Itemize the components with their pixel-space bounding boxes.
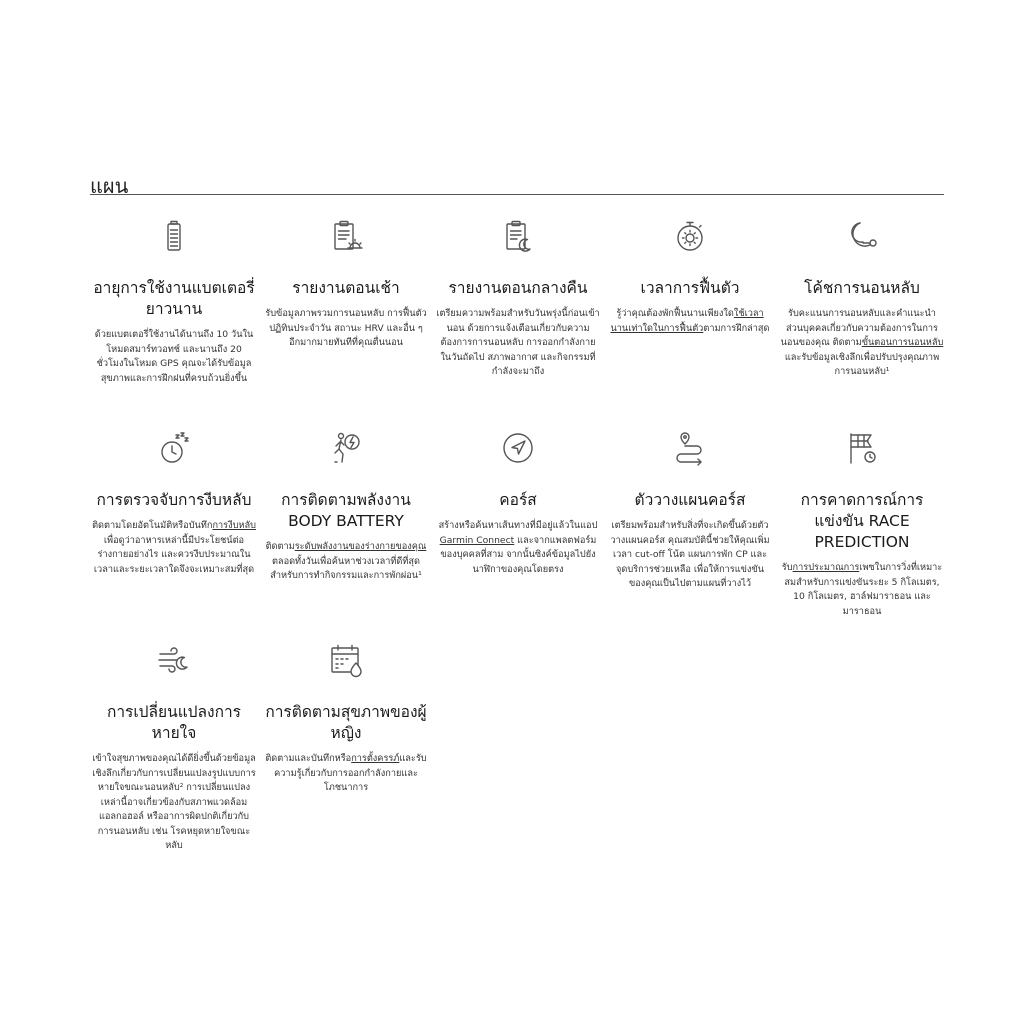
feature-title: การติดตามสุขภาพของผู้หญิง [265,703,427,742]
feature-title: การตรวจจับการงีบหลับ [96,491,252,509]
feature-description: รับข้อมูลภาพรวมการนอนหลับ การฟื้นตัว ปฏิทินประจำวัน สถานะ HRV และอื่น ๆ อีกมากมายทันทีที่คุณตื่นนอน [265,308,427,348]
feature-title: การเปลี่ยนแปลงการหายใจ [106,703,242,742]
navigation-arrow-icon [498,428,538,468]
feature-morning-report [262,210,430,422]
feature-title: ตัววางแผนคอร์ส [634,491,746,509]
race-flag-icon [842,428,882,468]
morning-report-icon [326,216,366,256]
feature-title: การคาดการณ์การแข่งขัน RACE PREDICTION [800,491,924,551]
feature-description: รับคะแนนการนอนหลับและคำแนะนำส่วนบุคคลเกี่ยวกับความต้องการในการนอนของคุณ ติดตามขั้นตอนการนอนหลับ และรับข้อมูลเชิงลึกเพื่อปรับปรุงคุณภาพการนอนหลับ¹ [780,308,944,377]
section-divider [90,194,944,195]
feature-courses [434,422,602,634]
feature-description: ติดตามโดยอัตโนมัติหรือบันทึกการงีบหลับเพื่อดูว่าอาหารเหล่านี้มีประโยชน์ต่อร่างกายอย่างไร และควรงีบประมาณในเวลาและระยะเวลาใดจึงจะเหมาะสมที่สุด [92,520,256,575]
pace-estimate-link[interactable]: การประมาณการ [792,562,860,573]
feature-description: รับการประมาณการเพซในการวิ่งที่เหมาะสมสำหรับการแข่งขันระยะ 5 กิโลเมตร, 10 กิโลเมตร, ฮาล์ฟมาราธอน และมาราธอน [781,562,943,617]
feature-evening-report [434,210,602,422]
feature-title: การติดตามพลังงาน BODY BATTERY [281,491,411,530]
feature-description: ติดตามระดับพลังงานของร่างกายของคุณตลอดทั้งวันเพื่อค้นหาช่วงเวลาที่ดีที่สุดสำหรับการทำกิจกรรมและการพักผ่อน¹ [265,541,427,581]
feature-course-planner [606,422,774,634]
sleep-coach-icon [842,216,882,256]
course-route-icon [670,428,710,468]
feature-title: รายงานตอนเช้า [292,279,400,297]
pregnancy-link[interactable]: การตั้งครรภ์ [351,753,400,764]
feature-womens-health [262,634,430,854]
body-battery-icon [326,428,366,468]
feature-grid [90,210,946,854]
feature-recovery-time [606,210,774,422]
feature-description: เตรียมความพร้อมสำหรับวันพรุ่งนี้ก่อนเข้านอน ด้วยการแจ้งเตือนเกี่ยวกับความต้องการการนอนหลับ การออกกำลังกายในวันถัดไป สภาพอากาศ และกิจกรรมที่กำลังจะมาถึง [436,308,600,377]
breathing-variations-icon [154,640,194,680]
feature-race-prediction [778,422,946,634]
body-energy-link[interactable]: ระดับพลังงานของร่างกายของคุณ [294,541,427,552]
feature-title: เวลาการฟื้นตัว [640,279,740,297]
feature-title: อายุการใช้งานแบตเตอรี่ยาวนาน [93,279,255,318]
womens-health-icon [326,640,366,680]
feature-description: ด้วยแบตเตอรี่ใช้งานได้นานถึง 10 วันในโหมดสมาร์ทวอทช์ และนานถึง 20 ชั่วโมงในโหมด GPS คุณจะได้รับข้อมูลสุขภาพและการฝึกฝนที่ครบถ้วนยิ่งขึ้น [94,329,254,384]
feature-sleep-coach [778,210,946,422]
feature-title: รายงานตอนกลางคืน [448,279,588,297]
section-title: แผน [90,174,129,198]
sleep-stages-link[interactable]: ขั้นตอนการนอนหลับ [861,337,944,348]
feature-description: รู้ว่าคุณต้องพักฟื้นนานเพียงใดใช้เวลานานเท่าใดในการฟื้นตัวตามการฝึกล่าสุด [610,308,770,334]
nap-link[interactable]: การงีบหลับ [212,520,256,531]
recovery-time-icon [670,216,710,256]
recovery-time-link[interactable]: ใช้เวลานานเท่าใดในการฟื้นตัว [610,308,764,334]
feature-body-battery [262,422,430,634]
nap-detection-icon [154,428,194,468]
battery-icon [154,216,194,256]
feature-title: คอร์ส [499,491,537,509]
feature-title: โค้ชการนอนหลับ [804,279,920,297]
feature-battery-life [90,210,258,422]
feature-description: เตรียมพร้อมสำหรับสิ่งที่จะเกิดขึ้นด้วยตัววางแผนคอร์ส คุณสมบัตินี้ช่วยให้คุณเพิ่มเวลา cut-off โน้ต แผนการพัก CP และจุดบริการช่วยเหลือ เพื่อให้การแข่งขันของคุณเป็นไปตามแผนที่วางไว้ [610,520,770,589]
feature-breathing-variations [90,634,258,854]
garmin-connect-link[interactable]: Garmin Connect [439,534,515,546]
evening-report-icon [498,216,538,256]
feature-description: ติดตามและบันทึกหรือการตั้งครรภ์และรับความรู้เกี่ยวกับการออกกำลังกายและโภชนาการ [265,753,427,793]
feature-description: สร้างหรือค้นหาเส้นทางที่มีอยู่แล้วในแอป Garmin Connect และจากแพลตฟอร์มของบุคคลที่สาม จากนั้นซิงค์ข้อมูลไปยังนาฬิกาของคุณโดยตรง [438,520,598,575]
feature-nap-detection [90,422,258,634]
feature-description: เข้าใจสุขภาพของคุณได้ดียิ่งขึ้นด้วยข้อมูลเชิงลึกเกี่ยวกับการเปลี่ยนแปลงรูปแบบการหายใจขณะนอนหลับ² การเปลี่ยนแปลงเหล่านี้อาจเกี่ยวข้องกับสภาพแวดล้อม แอลกอฮอล์ หรืออาการผิดปกติเกี่ยวกับการนอนหลับ เช่น โรคหยุดหายใจขณะหลับ [92,753,256,851]
